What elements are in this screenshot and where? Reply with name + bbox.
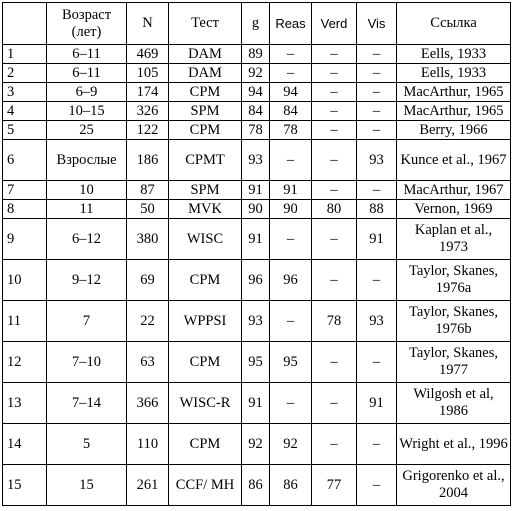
header-g: g (242, 3, 270, 45)
cell-age: 7–10 (47, 342, 127, 383)
cell-verd: 78 (312, 301, 357, 342)
cell-test: CCF/ MH (169, 465, 242, 506)
cell-test: CPM (169, 83, 242, 102)
cell-verd: – (312, 64, 357, 83)
cell-age: 6–9 (47, 83, 127, 102)
cell-g: 84 (242, 102, 270, 121)
cell-row-number: 2 (3, 64, 47, 83)
cell-n: 22 (127, 301, 169, 342)
header-number (3, 3, 47, 45)
table-row (3, 121, 511, 140)
cell-g: 93 (242, 301, 270, 342)
cell-age: 15 (47, 465, 127, 506)
cell-n: 110 (127, 424, 169, 465)
table-row (3, 83, 511, 102)
cell-row-number: 11 (3, 301, 47, 342)
cell-row-number: 4 (3, 102, 47, 121)
cell-test: CPM (169, 260, 242, 301)
cell-row-number: 13 (3, 383, 47, 424)
cell-age: 6–11 (47, 64, 127, 83)
cell-g: 94 (242, 83, 270, 102)
header-reas: Reas (270, 3, 312, 45)
cell-vis: 88 (357, 200, 397, 219)
cell-reas: – (270, 219, 312, 260)
cell-row-number: 1 (3, 45, 47, 64)
cell-n: 261 (127, 465, 169, 506)
cell-n: 326 (127, 102, 169, 121)
cell-g: 93 (242, 140, 270, 181)
cell-reference: Wilgosh et al, 1986 (397, 383, 511, 424)
cell-reas: 86 (270, 465, 312, 506)
cell-verd: – (312, 102, 357, 121)
table-row (3, 102, 511, 121)
cell-row-number: 6 (3, 140, 47, 181)
cell-row-number: 9 (3, 219, 47, 260)
cell-row-number: 14 (3, 424, 47, 465)
cell-reference: Berry, 1966 (397, 121, 511, 140)
cell-test: CPMT (169, 140, 242, 181)
cell-n: 469 (127, 45, 169, 64)
cell-g: 90 (242, 200, 270, 219)
cell-verd: 80 (312, 200, 357, 219)
cell-vis: – (357, 260, 397, 301)
cell-verd: – (312, 219, 357, 260)
cell-vis: 93 (357, 301, 397, 342)
table-row (3, 383, 511, 424)
cell-age: 7 (47, 301, 127, 342)
cell-vis: – (357, 102, 397, 121)
cell-reas: 92 (270, 424, 312, 465)
cell-test: SPM (169, 181, 242, 200)
table-row (3, 260, 511, 301)
cell-age: 10 (47, 181, 127, 200)
cell-age: 9–12 (47, 260, 127, 301)
cell-reference: MacArthur, 1965 (397, 102, 511, 121)
cell-n: 186 (127, 140, 169, 181)
table-row (3, 181, 511, 200)
cell-g: 78 (242, 121, 270, 140)
cell-reference: Kunce et al., 1967 (397, 140, 511, 181)
cell-vis: 93 (357, 140, 397, 181)
table-row (3, 64, 511, 83)
cell-reas: 90 (270, 200, 312, 219)
cell-n: 380 (127, 219, 169, 260)
cell-age: 6–11 (47, 45, 127, 64)
cell-verd: – (312, 83, 357, 102)
cell-test: WISC-R (169, 383, 242, 424)
cell-row-number: 15 (3, 465, 47, 506)
cell-row-number: 8 (3, 200, 47, 219)
cell-n: 87 (127, 181, 169, 200)
table-header-row (3, 3, 511, 45)
cell-test: WISC (169, 219, 242, 260)
cell-reference: Vernon, 1969 (397, 200, 511, 219)
cell-verd: – (312, 383, 357, 424)
cell-age: 25 (47, 121, 127, 140)
cell-row-number: 7 (3, 181, 47, 200)
cell-g: 92 (242, 64, 270, 83)
cell-g: 91 (242, 219, 270, 260)
cell-reference: MacArthur, 1965 (397, 83, 511, 102)
cell-test: DAM (169, 64, 242, 83)
table-row (3, 140, 511, 181)
cell-n: 50 (127, 200, 169, 219)
cell-verd: – (312, 260, 357, 301)
cell-reas: 84 (270, 102, 312, 121)
cell-reas: 94 (270, 83, 312, 102)
cell-reference: Wright et al., 1996 (397, 424, 511, 465)
cell-reas: – (270, 383, 312, 424)
cell-age: 5 (47, 424, 127, 465)
cell-verd: – (312, 45, 357, 64)
cell-test: CPM (169, 342, 242, 383)
cell-g: 95 (242, 342, 270, 383)
cell-reas: – (270, 140, 312, 181)
header-vis: Vis (357, 3, 397, 45)
table-row (3, 200, 511, 219)
table-row (3, 219, 511, 260)
cell-test: CPM (169, 424, 242, 465)
cell-age: Взрослые (47, 140, 127, 181)
cell-verd: – (312, 140, 357, 181)
cell-reference: Taylor, Skanes, 1976a (397, 260, 511, 301)
cell-age: 6–12 (47, 219, 127, 260)
cell-n: 63 (127, 342, 169, 383)
header-n: N (127, 3, 169, 45)
cell-reference: Kaplan et al., 1973 (397, 219, 511, 260)
cell-age: 7–14 (47, 383, 127, 424)
table-row (3, 465, 511, 506)
cell-vis: – (357, 424, 397, 465)
cell-verd: – (312, 342, 357, 383)
header-reference: Ссылка (397, 3, 511, 45)
cell-vis: 91 (357, 383, 397, 424)
cell-n: 122 (127, 121, 169, 140)
cell-row-number: 5 (3, 121, 47, 140)
cell-n: 105 (127, 64, 169, 83)
cell-vis: – (357, 83, 397, 102)
header-test: Тест (169, 3, 242, 45)
cell-verd: – (312, 121, 357, 140)
cell-reas: – (270, 64, 312, 83)
cell-vis: – (357, 181, 397, 200)
header-age: Возраст (лет) (47, 3, 127, 45)
cell-test: SPM (169, 102, 242, 121)
cell-n: 174 (127, 83, 169, 102)
cell-reas: – (270, 45, 312, 64)
cell-row-number: 10 (3, 260, 47, 301)
cell-test: MVK (169, 200, 242, 219)
cell-vis: 91 (357, 219, 397, 260)
cell-row-number: 3 (3, 83, 47, 102)
table-row (3, 45, 511, 64)
cell-n: 366 (127, 383, 169, 424)
cell-g: 86 (242, 465, 270, 506)
cell-age: 10–15 (47, 102, 127, 121)
cell-g: 96 (242, 260, 270, 301)
cell-test: WPPSI (169, 301, 242, 342)
cell-reference: Eells, 1933 (397, 45, 511, 64)
cell-row-number: 12 (3, 342, 47, 383)
cell-reference: Eells, 1933 (397, 64, 511, 83)
cell-g: 91 (242, 181, 270, 200)
cell-verd: – (312, 424, 357, 465)
cell-vis: – (357, 342, 397, 383)
cell-reas: 96 (270, 260, 312, 301)
table-row (3, 301, 511, 342)
cell-reas: 91 (270, 181, 312, 200)
table-row (3, 424, 511, 465)
cell-verd: – (312, 181, 357, 200)
cell-reference: Taylor, Skanes, 1976b (397, 301, 511, 342)
cell-vis: – (357, 45, 397, 64)
cell-g: 91 (242, 383, 270, 424)
cell-reas: 78 (270, 121, 312, 140)
data-table (2, 2, 511, 506)
cell-vis: – (357, 121, 397, 140)
cell-g: 89 (242, 45, 270, 64)
cell-test: CPM (169, 121, 242, 140)
cell-reference: MacArthur, 1967 (397, 181, 511, 200)
cell-n: 69 (127, 260, 169, 301)
cell-age: 11 (47, 200, 127, 219)
header-verd: Verd (312, 3, 357, 45)
cell-verd: 77 (312, 465, 357, 506)
cell-vis: – (357, 465, 397, 506)
cell-vis: – (357, 64, 397, 83)
cell-test: DAM (169, 45, 242, 64)
cell-g: 92 (242, 424, 270, 465)
cell-reference: Grigorenko et al., 2004 (397, 465, 511, 506)
table-row (3, 342, 511, 383)
cell-reas: – (270, 301, 312, 342)
cell-reference: Taylor, Skanes, 1977 (397, 342, 511, 383)
cell-reas: 95 (270, 342, 312, 383)
table-body (3, 45, 511, 506)
